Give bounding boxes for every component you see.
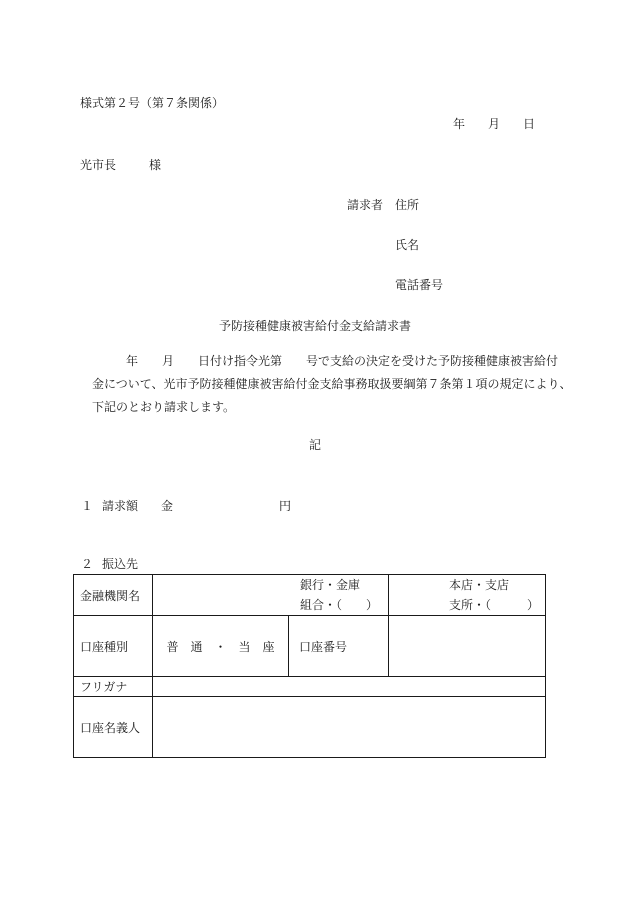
item2-label: 振込先 <box>102 557 139 571</box>
bank-types-line2: 組合・（ ） <box>300 598 379 612</box>
table-row-account <box>74 616 546 677</box>
claimant-phone-label: 電話番号 <box>395 278 444 292</box>
item1-label: 請求額 <box>102 499 139 513</box>
holder-input[interactable] <box>153 697 546 758</box>
institution-label: 金融機関名 <box>74 575 153 616</box>
table-row-institution <box>74 575 546 616</box>
bank-types-line1: 銀行・金庫 <box>300 578 361 592</box>
date-day-label: 日 <box>523 117 536 131</box>
institution-input-cell[interactable] <box>153 575 389 616</box>
body-line-2: 金について、光市予防接種健康被害給付金支給事務取扱要綱第７条第１項の規定により、 <box>92 377 572 391</box>
bank-transfer-table <box>73 574 546 758</box>
claimant-label: 請求者 <box>347 198 384 212</box>
account-number-input[interactable] <box>389 616 546 677</box>
table-row-furigana <box>74 677 546 697</box>
form-number: 様式第２号（第７条関係） <box>80 96 225 110</box>
item2-number: ２ <box>81 557 94 571</box>
item1-currency-prefix: 金 <box>161 499 174 513</box>
account-type-options[interactable]: 普 通 ・ 当 座 <box>153 616 289 677</box>
ki-heading: 記 <box>308 438 321 452</box>
body-line-3: 下記のとおり請求します。 <box>92 400 236 414</box>
date-month-label: 月 <box>488 117 501 131</box>
holder-label: 口座名義人 <box>74 697 153 758</box>
item1-currency-suffix: 円 <box>279 499 292 513</box>
table-row-holder <box>74 697 546 758</box>
branch-types-line2: 支所・（ ） <box>449 598 540 612</box>
account-number-label: 口座番号 <box>289 616 389 677</box>
branch-input-cell[interactable] <box>389 575 546 616</box>
furigana-label: フリガナ <box>74 677 153 697</box>
branch-types-line1: 本店・支店 <box>449 578 510 592</box>
account-type-label: 口座種別 <box>74 616 153 677</box>
claimant-name-label: 氏名 <box>395 238 420 252</box>
body-line-1: 年 月 日付け指令光第 号で支給の決定を受けた予防接種健康被害給付 <box>126 354 559 368</box>
addressee-name: 光市長 <box>80 158 117 172</box>
furigana-input[interactable] <box>153 677 546 697</box>
document-title: 予防接種健康被害給付金支給請求書 <box>218 319 411 333</box>
claimant-address-label: 住所 <box>395 198 420 212</box>
item1-number: １ <box>81 499 94 513</box>
addressee-honorific: 様 <box>149 158 162 172</box>
date-year-label: 年 <box>453 117 466 131</box>
